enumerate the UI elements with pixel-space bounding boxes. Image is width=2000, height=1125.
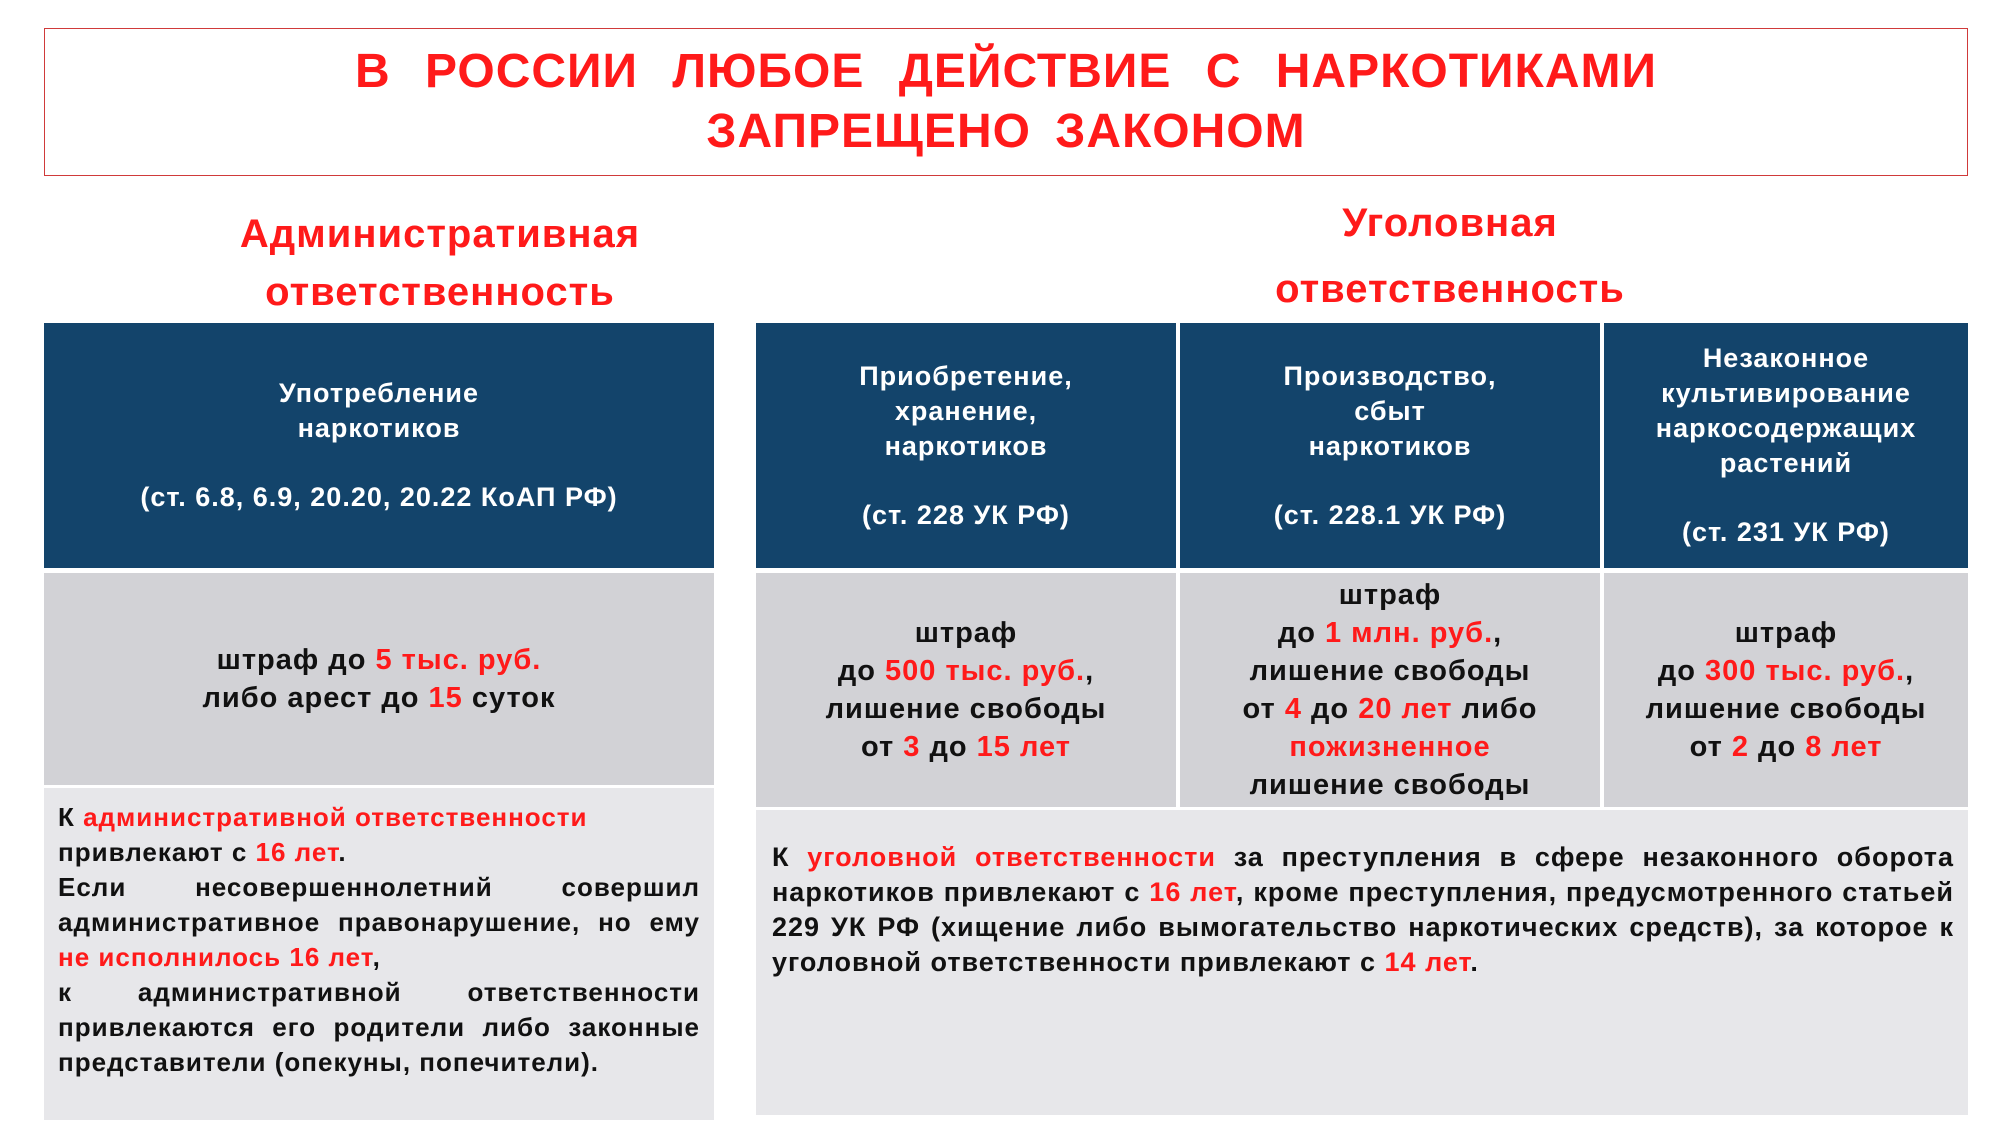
penalty-text: от <box>861 731 904 763</box>
header-line: наркосодержащих <box>1655 413 1917 443</box>
admin-penalty-cell <box>44 573 714 785</box>
note-paragraph: к административной ответственности привлекаются его родители либо законные представители (опекуны, попечители). <box>58 977 700 1077</box>
penalty-min: 3 <box>903 731 921 763</box>
header-line: Незаконное <box>1702 343 1870 373</box>
criminal-age-note <box>756 810 1968 1115</box>
admin-article: (ст. 6.8, 6.9, 20.20, 20.22 КоАП РФ) <box>140 482 618 512</box>
criminal-header-cell-228 <box>756 323 1176 568</box>
penalty-line <box>838 652 1094 690</box>
penalty-amount: 300 тыс. руб. <box>1705 655 1906 687</box>
note-paragraph <box>58 800 700 835</box>
penalty-max: 8 лет <box>1805 731 1883 763</box>
article-228-1: (ст. 228.1 УК РФ) <box>1273 499 1507 530</box>
note-text: . <box>338 837 347 867</box>
penalty-text: до <box>1277 617 1325 649</box>
note-age: 14 лет <box>1384 947 1471 977</box>
article-228: (ст. 228 УК РФ) <box>862 499 1070 530</box>
note-text: привлекают с <box>58 837 256 867</box>
penalty-max: 15 лет <box>976 731 1071 763</box>
penalty-text: до <box>1748 731 1806 763</box>
criminal-penalty-cell-228 <box>756 573 1176 807</box>
penalty-min: 4 <box>1284 693 1302 725</box>
note-text: за преступления в сфере незаконного оборота наркотиков привлекают с <box>772 842 1954 907</box>
header-line: культивирование <box>1661 378 1911 408</box>
note-text: , <box>372 942 381 972</box>
penalty-text: от <box>1242 693 1285 725</box>
penalty-line: лишение свободы <box>1249 655 1531 687</box>
penalty-days: 15 <box>428 682 463 714</box>
note-paragraph <box>58 870 700 975</box>
penalty-text: либо <box>1452 693 1538 725</box>
penalty-line: штраф <box>1338 579 1442 611</box>
penalty-line: лишение свободы <box>1249 769 1531 801</box>
penalty-line <box>1278 614 1502 652</box>
criminal-title-line2: ответственность <box>1275 267 1625 311</box>
penalty-text: , <box>1905 655 1915 687</box>
header-line: хранение, <box>894 395 1038 426</box>
admin-title-line1: Административная <box>239 212 641 256</box>
penalty-max: 20 лет <box>1358 693 1453 725</box>
penalty-text: штраф до <box>216 644 376 676</box>
admin-header-line2: наркотиков <box>297 413 461 443</box>
note-highlight: административной ответственности <box>83 802 588 832</box>
note-text: Если несовершеннолетний совершил административное правонарушение, но ему <box>58 872 700 937</box>
penalty-min: 2 <box>1731 731 1749 763</box>
note-text: К <box>772 842 808 872</box>
penalty-line <box>861 728 1071 766</box>
penalty-text: , <box>1493 617 1503 649</box>
penalty-line: штраф <box>914 617 1018 649</box>
penalty-amount: 5 тыс. руб. <box>375 644 542 676</box>
penalty-text: либо арест до <box>202 682 429 714</box>
criminal-section-title <box>1080 190 1820 322</box>
penalty-text: суток <box>462 682 556 714</box>
title-banner <box>44 28 1968 176</box>
note-paragraph <box>58 835 700 870</box>
note-text: К <box>58 802 84 832</box>
admin-section-title <box>50 205 830 321</box>
header-line: наркотиков <box>884 430 1048 461</box>
admin-title-line2: ответственность <box>265 270 615 314</box>
criminal-header-cell-231 <box>1604 323 1968 568</box>
header-line: Производство, <box>1283 360 1497 391</box>
note-highlight: уголовной ответственности <box>807 842 1216 872</box>
admin-age-note <box>44 788 714 1120</box>
note-age: 16 лет <box>1149 877 1236 907</box>
penalty-line <box>217 641 542 679</box>
penalty-line <box>1658 652 1914 690</box>
criminal-penalty-cell-231 <box>1604 573 1968 807</box>
penalty-line <box>1690 728 1883 766</box>
penalty-amount: 1 млн. руб. <box>1325 617 1494 649</box>
penalty-text: до <box>1657 655 1706 687</box>
banner-title-line2: ЗАПРЕЩЕНО ЗАКОНОМ <box>706 105 1306 158</box>
penalty-life: пожизненное <box>1289 731 1491 763</box>
penalty-line <box>1243 690 1538 728</box>
penalty-line: штраф <box>1734 617 1838 649</box>
penalty-text: от <box>1689 731 1732 763</box>
penalty-amount: 500 тыс. руб. <box>885 655 1086 687</box>
criminal-header-cell-228-1 <box>1180 323 1600 568</box>
admin-header-line1: Употребление <box>278 378 479 408</box>
note-age: 16 лет <box>255 837 339 867</box>
header-line: сбыт <box>1354 395 1426 426</box>
penalty-text: , <box>1085 655 1095 687</box>
criminal-title-line1: Уголовная <box>1342 201 1558 245</box>
header-line: наркотиков <box>1308 430 1472 461</box>
penalty-line <box>202 679 555 717</box>
criminal-penalty-cell-228-1 <box>1180 573 1600 807</box>
penalty-text: до <box>1301 693 1359 725</box>
note-text: . <box>1470 947 1479 977</box>
penalty-line: лишение свободы <box>1645 693 1927 725</box>
article-231: (ст. 231 УК РФ) <box>1682 517 1890 547</box>
admin-header-cell <box>44 323 714 568</box>
header-line: Приобретение, <box>859 360 1073 391</box>
penalty-text: до <box>837 655 886 687</box>
banner-title-line1: В РОССИИ ЛЮБОЕ ДЕЙСТВИЕ С НАРКОТИКАМИ <box>354 45 1657 98</box>
penalty-line: лишение свободы <box>825 693 1107 725</box>
note-paragraph <box>772 840 1954 980</box>
note-text: , кроме преступления, предусмотренного статьей 229 УК РФ (хищение либо вымогательство наркотических средств), за которое к уголовной ответственности привлекают с <box>772 877 1954 977</box>
header-line: растений <box>1719 448 1853 478</box>
penalty-text: до <box>920 731 977 763</box>
note-highlight: не исполнилось 16 лет <box>58 942 373 972</box>
